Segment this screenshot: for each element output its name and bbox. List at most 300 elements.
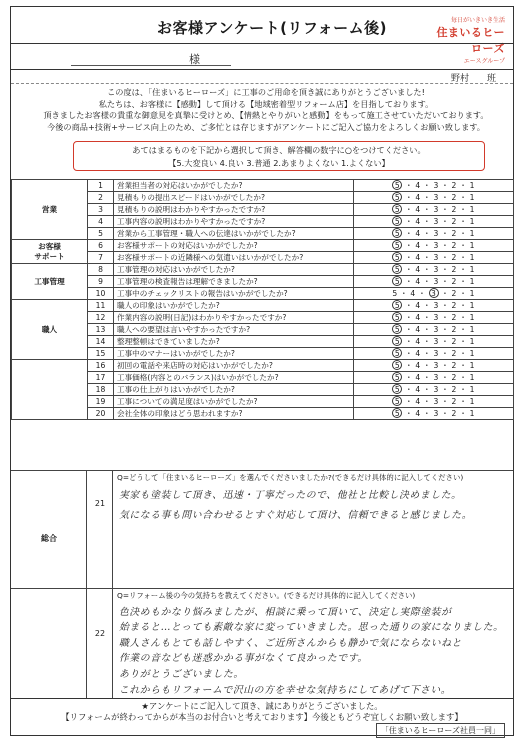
- score-separator: ・: [402, 253, 416, 262]
- question-text: 見積もりの提出スピードはいかがでしたか?: [114, 192, 354, 204]
- score-separator: ・: [402, 265, 416, 274]
- score-option[interactable]: 5: [392, 336, 402, 346]
- question-row: [12, 396, 514, 408]
- score-separator: ・: [438, 313, 452, 322]
- score-separator: ・: [402, 229, 416, 238]
- score-option[interactable]: 2: [451, 193, 457, 202]
- question-row: [12, 264, 514, 276]
- category-craftsmen: 職人: [12, 300, 88, 360]
- question-row: [12, 180, 514, 192]
- question-row: [12, 300, 514, 312]
- score-separator: ・: [456, 349, 470, 358]
- score-options: [354, 204, 514, 216]
- question-number: 3: [88, 204, 114, 216]
- q22-number: 22: [94, 629, 106, 638]
- score-option[interactable]: 2: [451, 289, 457, 298]
- score-option[interactable]: 2: [451, 265, 457, 274]
- question-row: [12, 336, 514, 348]
- staff-divider: [11, 83, 513, 84]
- question-number: 8: [88, 264, 114, 276]
- intro-line: 私たちは、お客様に【感動】して頂ける【地域密着型リフォーム店】を目指しております。: [98, 98, 434, 109]
- question-row: [12, 408, 514, 420]
- score-separator: ・: [456, 337, 470, 346]
- score-separator: ・: [456, 277, 470, 286]
- score-option[interactable]: 1: [469, 289, 475, 298]
- logo-name: 住まいるヒーローズ: [436, 26, 505, 55]
- logo-tagline: 毎日がいきいき生活: [450, 17, 505, 24]
- score-option[interactable]: 4: [415, 301, 421, 310]
- staff-team: 班: [487, 74, 497, 84]
- intro-line: この度は、「住まいるヒーローズ」に工事のご用命を頂き誠にありがとうございました!: [107, 87, 425, 97]
- score-options: [354, 360, 514, 372]
- q22-answer-line: 作業の音なども迷惑かかる事がなくて良かったです。: [119, 653, 368, 664]
- score-option[interactable]: 4: [415, 409, 421, 418]
- question-text: 職人への要望は言いやすかったですか?: [114, 324, 354, 336]
- score-separator: ・: [420, 325, 434, 334]
- question-table: [11, 179, 514, 420]
- score-separator: ・: [438, 277, 452, 286]
- score-options: [354, 384, 514, 396]
- question-text: 営業担当者の対応はいかがでしたか?: [114, 180, 354, 192]
- q21-answer-line: 気になる事も問い合わせるとすぐ対応して頂け、信頼できると感じました。: [119, 510, 473, 521]
- score-options: [354, 336, 514, 348]
- score-option[interactable]: 1: [469, 397, 475, 406]
- score-option[interactable]: 3: [433, 253, 439, 262]
- score-option[interactable]: 5: [392, 289, 398, 298]
- q22-answer-line: これからもリフォームで沢山の方を幸せな気持ちにしてあげて下さい。: [119, 685, 452, 696]
- question-text: 工事中のマナーはいかがでしたか?: [114, 348, 354, 360]
- footer-divider: [11, 698, 513, 699]
- score-separator: ・: [456, 313, 470, 322]
- score-separator: ・: [420, 241, 434, 250]
- score-option[interactable]: 3: [433, 205, 439, 214]
- score-separator: ・: [456, 205, 470, 214]
- score-option[interactable]: 5: [392, 360, 402, 370]
- q22-question: Q=リフォーム後の今の気持ちを教えてください。(できるだけ具体的に記入してください): [117, 591, 416, 600]
- question-row: [12, 240, 514, 252]
- score-option[interactable]: 3: [433, 361, 439, 370]
- score-option[interactable]: 5: [392, 264, 402, 274]
- score-separator: ・: [438, 205, 452, 214]
- score-option[interactable]: 2: [451, 397, 457, 406]
- score-option[interactable]: 4: [415, 313, 421, 322]
- q22-answer-line: ありがとうございました。: [119, 669, 244, 680]
- question-number: 16: [88, 360, 114, 372]
- score-option[interactable]: 1: [469, 373, 475, 382]
- intro-line: 今後の商品+技術+サービス向上のため、ご多忙とは存じますがアンケートにご記入ご協力をよろしくお願い致します。: [47, 121, 485, 132]
- score-separator: ・: [456, 241, 470, 250]
- score-separator: ・: [438, 217, 452, 226]
- intro-text: [31, 87, 501, 133]
- score-separator: ・: [438, 241, 452, 250]
- score-option[interactable]: 4: [415, 193, 421, 202]
- score-option[interactable]: 4: [415, 337, 421, 346]
- score-separator: ・: [438, 301, 452, 310]
- score-separator: ・: [438, 373, 452, 382]
- category-construction: 工事管理: [12, 264, 88, 300]
- question-text: 見積もりの説明はわかりやすかったですか?: [114, 204, 354, 216]
- score-separator: ・: [402, 397, 416, 406]
- score-options: [354, 228, 514, 240]
- question-text: 工事の仕上がりはいかがでしたか?: [114, 384, 354, 396]
- category-overall: 総合: [41, 534, 57, 543]
- question-text: 工事内容の説明はわかりやすかったですか?: [114, 216, 354, 228]
- score-separator: ・: [420, 217, 434, 226]
- score-option[interactable]: 4: [415, 373, 421, 382]
- score-separator: ・: [420, 409, 434, 418]
- score-option[interactable]: 3: [433, 385, 439, 394]
- question-row: [12, 192, 514, 204]
- score-option[interactable]: 1: [469, 193, 475, 202]
- score-separator: ・: [420, 349, 434, 358]
- score-separator: ・: [420, 277, 434, 286]
- score-option[interactable]: 5: [392, 204, 402, 214]
- score-option[interactable]: 1: [469, 313, 475, 322]
- instructions-line: あてはまるものを下記から選択して頂き、解答欄の数字に○をつけてください。: [132, 145, 426, 155]
- q22-answer-line: 職人さんもとても話しやすく、ご近所さんからも静かで気にならないねと: [119, 638, 462, 649]
- score-separator: ・: [438, 181, 452, 190]
- score-option[interactable]: 3: [433, 349, 439, 358]
- rating-scale: 【5.大変良い 4.良い 3.普通 2.あまりよくない 1.よくない】: [168, 157, 390, 168]
- question-number: 5: [88, 228, 114, 240]
- score-option[interactable]: 2: [451, 217, 457, 226]
- score-separator: ・: [456, 229, 470, 238]
- score-option[interactable]: 2: [451, 385, 457, 394]
- score-options: [354, 348, 514, 360]
- score-separator: ・: [402, 193, 416, 202]
- question-number: 18: [88, 384, 114, 396]
- score-separator: ・: [456, 181, 470, 190]
- score-option[interactable]: 5: [392, 312, 402, 322]
- score-option[interactable]: 2: [451, 361, 457, 370]
- survey-page: [10, 6, 514, 736]
- category-support: お客様 サポート: [12, 240, 88, 264]
- score-option[interactable]: 2: [451, 229, 457, 238]
- score-separator: ・: [397, 289, 411, 298]
- score-option[interactable]: 2: [451, 301, 457, 310]
- score-separator: ・: [420, 385, 434, 394]
- score-separator: ・: [438, 265, 452, 274]
- question-number: 11: [88, 300, 114, 312]
- score-separator: ・: [456, 361, 470, 370]
- score-option[interactable]: 1: [469, 337, 475, 346]
- score-option[interactable]: 2: [451, 277, 457, 286]
- score-separator: ・: [402, 301, 416, 310]
- score-separator: ・: [456, 193, 470, 202]
- score-separator: ・: [420, 313, 434, 322]
- score-option[interactable]: 1: [469, 217, 475, 226]
- score-separator: ・: [456, 409, 470, 418]
- score-options: [354, 264, 514, 276]
- score-separator: ・: [420, 229, 434, 238]
- score-option[interactable]: 4: [415, 217, 421, 226]
- question-number: 4: [88, 216, 114, 228]
- logo-group: エースグループ: [463, 58, 505, 65]
- score-options: [354, 288, 514, 300]
- score-option[interactable]: 3: [433, 301, 439, 310]
- score-option[interactable]: 4: [415, 229, 421, 238]
- score-option[interactable]: 2: [451, 373, 457, 382]
- score-option[interactable]: 3: [433, 217, 439, 226]
- question-number: 12: [88, 312, 114, 324]
- question-text: 工事価格(内容とのバランス)はいかがでしたか?: [114, 372, 354, 384]
- score-option[interactable]: 2: [451, 325, 457, 334]
- question-text: お客様サポートの近隣様への気遣いはいかがでしたか?: [114, 252, 354, 264]
- score-option[interactable]: 3: [433, 193, 439, 202]
- q21-question: Q=どうして「住まいるヒーローズ」を選んでくださいましたか?(できるだけ具体的に記入してください): [117, 473, 464, 482]
- score-option[interactable]: 3: [433, 325, 439, 334]
- customer-name-line: [71, 65, 231, 66]
- score-options: [354, 372, 514, 384]
- score-separator: ・: [420, 181, 434, 190]
- score-option[interactable]: 1: [469, 229, 475, 238]
- question-text: 工事についての満足度はいかがでしたか?: [114, 396, 354, 408]
- score-option[interactable]: 5: [392, 324, 402, 334]
- score-option[interactable]: 5: [392, 396, 402, 406]
- score-option[interactable]: 1: [469, 409, 475, 418]
- score-option[interactable]: 1: [469, 361, 475, 370]
- score-option[interactable]: 2: [451, 205, 457, 214]
- score-option[interactable]: 1: [469, 325, 475, 334]
- score-option[interactable]: 1: [469, 277, 475, 286]
- score-option[interactable]: 1: [469, 301, 475, 310]
- question-row: [12, 204, 514, 216]
- score-separator: ・: [456, 253, 470, 262]
- question-number: 7: [88, 252, 114, 264]
- intro-line: 頂きましたお客様の貴重な御意見を真摯に受けとめ、【情熱とやりがいと感動】をもって施工させていただいております。: [43, 110, 489, 120]
- question-text: 作業内容の説明(日記)はわかりやすかったですか?: [114, 312, 354, 324]
- score-option[interactable]: 3: [433, 181, 439, 190]
- score-options: [354, 240, 514, 252]
- score-option[interactable]: 2: [451, 313, 457, 322]
- score-separator: ・: [456, 397, 470, 406]
- question-row: [12, 276, 514, 288]
- score-option[interactable]: 5: [392, 192, 402, 202]
- score-option[interactable]: 2: [451, 181, 457, 190]
- score-option[interactable]: 4: [415, 349, 421, 358]
- q21-number: 21: [94, 499, 106, 508]
- question-row: [12, 348, 514, 360]
- score-options: [354, 216, 514, 228]
- score-separator: ・: [420, 265, 434, 274]
- question-row: [12, 324, 514, 336]
- score-option[interactable]: 5: [392, 180, 402, 190]
- score-option[interactable]: 2: [451, 241, 457, 250]
- score-option[interactable]: 3: [433, 409, 439, 418]
- score-options: [354, 192, 514, 204]
- footer-signature: 「住まいるヒーローズ社員一同」: [376, 723, 505, 738]
- score-option[interactable]: 1: [469, 349, 475, 358]
- footer-message: 【リフォームが終わってからが本当のお付合いと考えております】今後ともどうぞ宜しくお願い致します】: [61, 712, 463, 722]
- question-row: [12, 288, 514, 300]
- score-option[interactable]: 5: [392, 228, 402, 238]
- question-number: 10: [88, 288, 114, 300]
- question-text: 初回の電話や来店時の対応はいかがでしたか?: [114, 360, 354, 372]
- score-separator: ・: [438, 361, 452, 370]
- score-option[interactable]: 3: [429, 288, 439, 298]
- score-separator: ・: [456, 385, 470, 394]
- score-separator: ・: [420, 397, 434, 406]
- score-separator: ・: [402, 361, 416, 370]
- score-option[interactable]: 1: [469, 253, 475, 262]
- score-option[interactable]: 4: [415, 205, 421, 214]
- score-options: [354, 312, 514, 324]
- score-separator: ・: [420, 301, 434, 310]
- score-option[interactable]: 3: [433, 277, 439, 286]
- score-option[interactable]: 4: [415, 241, 421, 250]
- score-option[interactable]: 5: [392, 348, 402, 358]
- score-option[interactable]: 4: [415, 385, 421, 394]
- footer-thanks: ★アンケートにご記入して頂き、誠にありがとうございました。: [141, 701, 383, 711]
- question-text: 工事管理の対応はいかがでしたか?: [114, 264, 354, 276]
- score-separator: ・: [456, 301, 470, 310]
- score-separator: ・: [438, 325, 452, 334]
- score-option[interactable]: 4: [415, 277, 421, 286]
- q22-answer-line: 始まると…とっても素敵な家に変っていきました。思った通りの家になりました。: [119, 622, 504, 633]
- question-number: 6: [88, 240, 114, 252]
- score-options: [354, 324, 514, 336]
- score-option[interactable]: 5: [392, 252, 402, 262]
- score-separator: ・: [402, 373, 416, 382]
- score-separator: ・: [438, 409, 452, 418]
- score-option[interactable]: 1: [469, 385, 475, 394]
- score-option[interactable]: 4: [415, 325, 421, 334]
- score-option[interactable]: 4: [415, 397, 421, 406]
- score-separator: ・: [438, 349, 452, 358]
- score-options: [354, 276, 514, 288]
- score-separator: ・: [402, 349, 416, 358]
- score-options: [354, 252, 514, 264]
- question-number: 19: [88, 396, 114, 408]
- score-options: [354, 180, 514, 192]
- instructions-box: [73, 141, 485, 171]
- score-option[interactable]: 1: [469, 265, 475, 274]
- question-number: 15: [88, 348, 114, 360]
- category-overall-top: [12, 360, 88, 420]
- category-sales: 営業: [12, 180, 88, 240]
- score-option[interactable]: 3: [433, 265, 439, 274]
- score-option[interactable]: 3: [433, 241, 439, 250]
- score-option[interactable]: 5: [392, 408, 402, 418]
- score-option[interactable]: 2: [451, 253, 457, 262]
- q21-answer-line: 実家も塗装して頂き、迅速・丁寧だったので、他社と比較し決めました。: [119, 490, 462, 501]
- score-option[interactable]: 3: [433, 397, 439, 406]
- score-separator: ・: [402, 241, 416, 250]
- question-number: 20: [88, 408, 114, 420]
- score-separator: ・: [402, 385, 416, 394]
- score-option[interactable]: 5: [392, 372, 402, 382]
- question-number: 13: [88, 324, 114, 336]
- score-option[interactable]: 4: [415, 265, 421, 274]
- score-separator: ・: [438, 229, 452, 238]
- score-option[interactable]: 5: [392, 216, 402, 226]
- question-text: 工事中のチェックリストの報告はいかがでしたか?: [114, 288, 354, 300]
- score-separator: ・: [456, 217, 470, 226]
- score-option[interactable]: 2: [451, 409, 457, 418]
- question-number: 2: [88, 192, 114, 204]
- score-option[interactable]: 3: [433, 313, 439, 322]
- page-title: お客様アンケート(リフォーム後): [156, 19, 388, 37]
- score-separator: ・: [402, 181, 416, 190]
- question-number: 1: [88, 180, 114, 192]
- name-divider: [11, 69, 513, 70]
- question-row: [12, 216, 514, 228]
- title-divider: [11, 43, 513, 44]
- q22-answer-line: 色決めもかなり悩みましたが、相談に乗って頂いて、決定し実際塗装が: [119, 607, 452, 618]
- question-text: 職人の印象はいかがでしたか?: [114, 300, 354, 312]
- score-option[interactable]: 1: [469, 241, 475, 250]
- question-row: [12, 384, 514, 396]
- score-option[interactable]: 4: [415, 361, 421, 370]
- question-row: [12, 360, 514, 372]
- question-number: 9: [88, 276, 114, 288]
- score-option[interactable]: 5: [392, 384, 402, 394]
- score-option[interactable]: 3: [433, 229, 439, 238]
- score-separator: ・: [402, 409, 416, 418]
- score-separator: ・: [420, 205, 434, 214]
- score-separator: ・: [402, 217, 416, 226]
- score-separator: ・: [420, 337, 434, 346]
- question-text: 工事管理の検査報告は理解できましたか?: [114, 276, 354, 288]
- staff-name: 野村: [451, 74, 470, 84]
- question-text: 営業から工事管理・職人への伝達はいかがでしたか?: [114, 228, 354, 240]
- score-separator: ・: [402, 205, 416, 214]
- score-option[interactable]: 3: [433, 337, 439, 346]
- score-separator: ・: [438, 385, 452, 394]
- question-number: 14: [88, 336, 114, 348]
- score-separator: ・: [456, 373, 470, 382]
- question-row: [12, 228, 514, 240]
- score-option[interactable]: 5: [392, 240, 402, 250]
- score-option[interactable]: 5: [392, 300, 402, 310]
- score-option[interactable]: 4: [410, 289, 416, 298]
- question-row: [12, 372, 514, 384]
- score-options: [354, 408, 514, 420]
- question-text: 会社全体の印象はどう思われますか?: [114, 408, 354, 420]
- score-option[interactable]: 2: [451, 349, 457, 358]
- question-row: [12, 312, 514, 324]
- score-separator: ・: [415, 289, 429, 298]
- score-separator: ・: [420, 361, 434, 370]
- customer-honorific: 様: [189, 53, 200, 66]
- score-separator: ・: [438, 253, 452, 262]
- score-option[interactable]: 4: [415, 181, 421, 190]
- score-separator: ・: [402, 325, 416, 334]
- question-row: [12, 252, 514, 264]
- score-separator: ・: [420, 253, 434, 262]
- score-option[interactable]: 1: [469, 181, 475, 190]
- question-text: お客様サポートの対応はいかがでしたか?: [114, 240, 354, 252]
- score-separator: ・: [402, 277, 416, 286]
- score-separator: ・: [456, 265, 470, 274]
- score-separator: ・: [438, 289, 452, 298]
- score-option[interactable]: 5: [392, 276, 402, 286]
- score-options: [354, 300, 514, 312]
- company-logo: [425, 15, 505, 65]
- score-option[interactable]: 2: [451, 337, 457, 346]
- score-separator: ・: [402, 313, 416, 322]
- score-separator: ・: [456, 325, 470, 334]
- score-option[interactable]: 1: [469, 205, 475, 214]
- score-separator: ・: [438, 193, 452, 202]
- score-option[interactable]: 3: [433, 373, 439, 382]
- score-options: [354, 396, 514, 408]
- score-separator: ・: [402, 337, 416, 346]
- score-separator: ・: [420, 193, 434, 202]
- score-separator: ・: [456, 289, 470, 298]
- question-number: 17: [88, 372, 114, 384]
- score-option[interactable]: 4: [415, 253, 421, 262]
